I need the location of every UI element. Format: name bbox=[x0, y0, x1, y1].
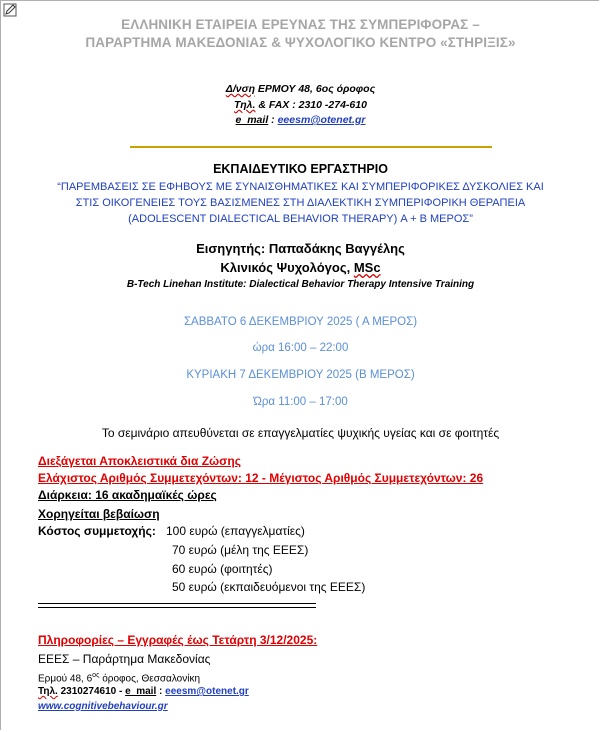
website-link[interactable]: www.cognitivebehaviour.gr bbox=[38, 701, 168, 712]
org-line-2: ΠΑΡΑΡΤΗΜΑ ΜΑΚΕΔΟΝΙΑΣ & ΨΥΧΟΛΟΓΙΚΟ ΚΕΝΤΡΟ «ΣΤΗΡΙΞΙΣ» bbox=[85, 35, 516, 50]
duration-note: Διάρκεια: 16 ακαδημαϊκές ώρες bbox=[38, 488, 217, 502]
info-phone-label: Τηλ. bbox=[38, 686, 58, 697]
divider-double bbox=[38, 603, 316, 608]
info-address-sup: ος bbox=[92, 672, 100, 679]
certificate-note: Χορηγείται βεβαίωση bbox=[38, 507, 160, 521]
speaker-role bbox=[0, 260, 601, 275]
address-label: Δ/νση bbox=[225, 83, 255, 95]
schedule-time-1: ώρα 16:00 – 22:00 bbox=[252, 342, 349, 354]
description-line-1: “ΠΑΡΕΜΒΑΣΕΙΣ ΣΕ ΕΦΗΒΟΥΣ ΜΕ ΣΥΝΑΙΣΘΗΜΑΤΙΚΕΣ ΚΑΙ ΣΥΜΠΕΡΙΦΟΡΙΚΕΣ ΔΥΣΚΟΛΙΕΣ ΚΑΙ bbox=[57, 181, 544, 193]
cost-label: Κόστος συμμετοχής: bbox=[38, 524, 156, 538]
institute-line: B-Tech Linehan Institute: Dialectical Behavior Therapy Intensive Training bbox=[126, 279, 475, 290]
organization-header bbox=[0, 16, 601, 52]
description-line-2: ΣΤΙΣ ΟΙΚΟΓΕΝΕΙΕΣ ΤΟΥΣ ΒΑΣΙΣΜΕΝΕΣ ΣΤΗ ΔΙΑΛΕΚΤΙΚΗ ΣΥΜΠΕΡΙΦΟΡΙΚΗ ΘΕΡΑΠΕΙΑ bbox=[75, 197, 526, 209]
divider-gold bbox=[130, 146, 492, 148]
speaker-name: Εισηγητής: Παπαδάκης Βαγγέλης bbox=[196, 241, 405, 256]
address-value: ΕΡΜΟΥ 48, 6ος όροφος bbox=[255, 83, 376, 95]
info-email-label: e_mail bbox=[125, 686, 157, 697]
speaker-role-text: Κλινικός Ψυχολόγος, bbox=[220, 260, 354, 275]
contact-address bbox=[0, 82, 601, 97]
email-link[interactable]: eeesm@otenet.gr bbox=[277, 114, 366, 126]
info-address-rest: όροφος, Θεσσαλονίκη bbox=[99, 673, 201, 685]
speaker-degree: MSc bbox=[353, 260, 381, 275]
phone-label: Τηλ. bbox=[234, 99, 256, 111]
fee-students: 60 ευρώ (φοιτητές) bbox=[172, 562, 273, 576]
description-line-3: (ADOLESCENT DIALECTICAL BEHAVIOR THERAPY) Α + Β ΜΕΡΟΣ” bbox=[128, 213, 473, 225]
workshop-description bbox=[0, 179, 601, 227]
audience-note: Το σεμινάριο απευθύνεται σε επαγγελματίες ψυχικής υγείας και σε φοιτητές bbox=[101, 426, 500, 440]
email-label: e_mail bbox=[235, 114, 269, 126]
phone-value: & FAX : 2310 -274-610 bbox=[255, 99, 367, 111]
info-branch: ΕΕΕΣ – Παράρτημα Μακεδονίας bbox=[38, 652, 211, 666]
info-email-separator: : bbox=[156, 686, 166, 697]
contact-phone bbox=[0, 98, 601, 113]
website-line bbox=[38, 701, 168, 712]
fee-members: 70 ευρώ (μέλη της ΕΕΕΣ) bbox=[172, 543, 309, 557]
contact-email bbox=[0, 113, 601, 128]
info-address bbox=[38, 672, 200, 684]
info-phone: 2310274610 - bbox=[57, 686, 126, 697]
participants-note: Ελάχιστος Αριθμός Συμμετεχόντων: 12 - Μέγιστος Αριθμός Συμμετεχόντων: 26 bbox=[38, 471, 484, 485]
schedule-day-2: ΚΥΡΙΑΚΗ 7 ΔΕΚΕΜΒΡΙΟΥ 2025 (Β ΜΕΡΟΣ) bbox=[186, 369, 415, 381]
edit-icon bbox=[3, 3, 17, 17]
info-email-link[interactable]: eeesm@otenet.gr bbox=[165, 686, 249, 697]
workshop-title: ΕΚΠΑΙΔΕΥΤΙΚΟ ΕΡΓΑΣΤΗΡΙΟ bbox=[213, 162, 388, 176]
live-attendance-note: Διεξάγεται Αποκλειστικά δια Ζώσης bbox=[38, 454, 241, 468]
schedule-time-2: Ώρα 11:00 – 17:00 bbox=[253, 396, 348, 408]
info-phone-email bbox=[38, 686, 249, 697]
info-address-text: Ερμού 48, 6 bbox=[38, 673, 93, 685]
schedule-day-1: ΣΑΒΒΑΤΟ 6 ΔΕΚΕΜΒΡΙΟΥ 2025 ( Α ΜΕΡΟΣ) bbox=[183, 316, 418, 328]
fee-trainees: 50 ευρώ (εκπαιδευόμενοι της ΕΕΕΣ) bbox=[172, 580, 366, 594]
org-line-1: ΕΛΛΗΝΙΚΗ ΕΤΑΙΡΕΙΑ ΕΡΕΥΝΑΣ ΤΗΣ ΣΥΜΠΕΡΙΦΟΡΑΣ – bbox=[121, 17, 480, 32]
info-title: Πληροφορίες – Εγγραφές έως Τετάρτη 3/12/2025: bbox=[38, 633, 318, 647]
email-separator: : bbox=[268, 114, 278, 126]
fee-professionals: 100 ευρώ (επαγγελματίες) bbox=[166, 524, 305, 538]
